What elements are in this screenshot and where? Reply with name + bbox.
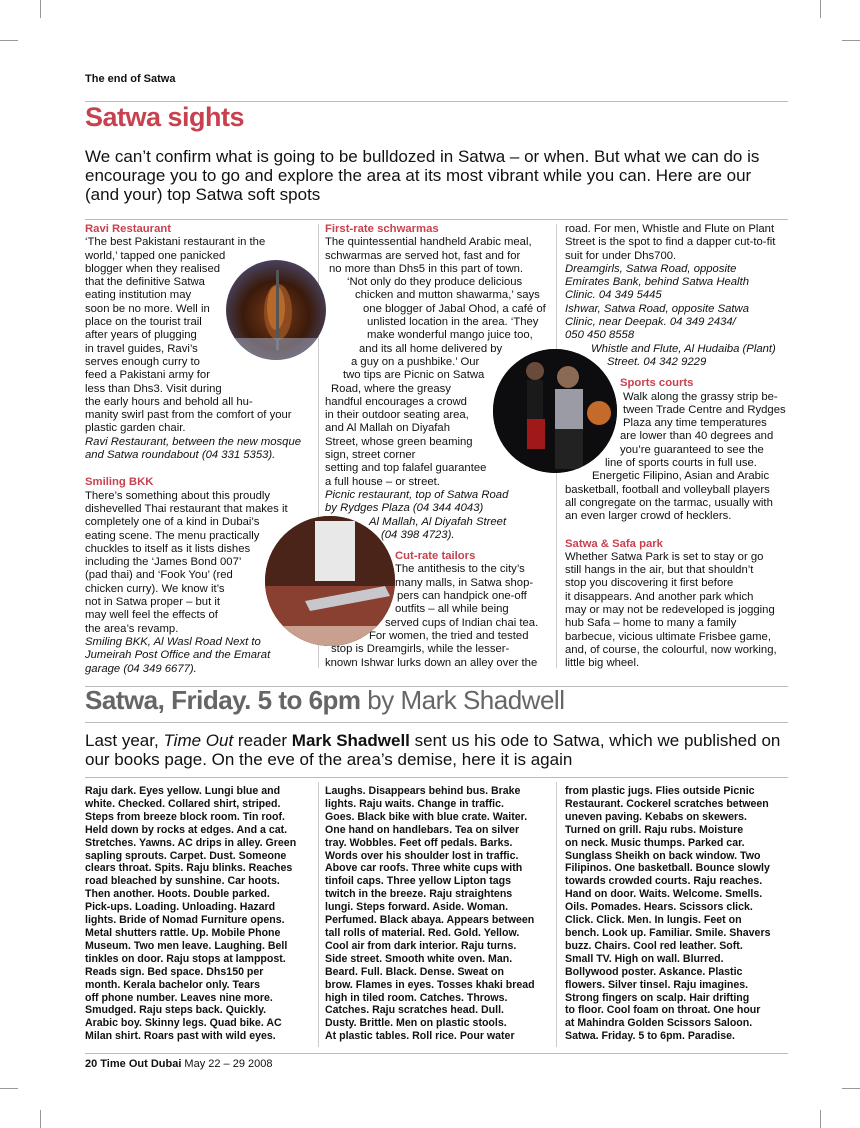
page-title: Satwa sights — [85, 102, 245, 132]
text-line: Held down by rocks at edges. And a cat. — [85, 823, 288, 836]
text-line: Clinic. 04 349 5445 — [565, 289, 662, 302]
text-line: tinfoil caps. Three yellow Lipton tags — [325, 875, 512, 888]
text-line: For women, the tried and tested — [369, 629, 529, 642]
text-line: The antithesis to the city’s — [395, 563, 525, 576]
text-line: One hand on handlebars. Tea on silver — [325, 823, 520, 836]
text-line: road bleached by sunshine. Car hoots. — [85, 875, 280, 888]
text-line: Street is the spot to find a dapper cut-to-fit — [565, 236, 776, 249]
text-line: Pick-ups. Loading. Unloading. Hazard — [85, 901, 276, 914]
park-body — [565, 551, 790, 671]
text-line: Milan shirt. Roars past with wild eyes. — [85, 1030, 276, 1043]
text-line: a guy on a pushbike.’ Our — [351, 355, 480, 368]
text-line: and its all home delivered by — [359, 342, 503, 355]
text-line: sign, street corner — [325, 449, 416, 462]
text-line: sapling sprouts. Carpet. Dust. Someone — [85, 849, 287, 862]
poem-title-main: Satwa, Friday. 5 to 6pm — [85, 685, 361, 715]
text-line: and Al Mallah on Diyafah — [325, 422, 450, 435]
text-line: world,’ tapped one panicked — [85, 249, 226, 262]
text-line: (04 398 4723). — [381, 528, 455, 541]
text-line: including the ‘James Bond 007’ — [85, 556, 242, 569]
text-line: line of sports courts in full use. — [605, 457, 757, 470]
text-line: lights. Raju waits. Change in traffic. — [325, 797, 504, 810]
text-line: basketball, football and volleyball players — [565, 483, 770, 496]
poem-intro — [85, 731, 785, 769]
text-line: chicken curry). We know it’s — [85, 582, 225, 595]
text-line: and, of course, the colourful, now working, — [565, 643, 777, 656]
tailors-continued — [565, 223, 790, 369]
footer-date: May 22 – 29 2008 — [181, 1058, 273, 1070]
text-line: barbecue, vicious ultimate Frisbee game, — [565, 630, 771, 643]
text-line: Hand on door. Waits. Welcome. Smells. — [565, 888, 763, 901]
text-line: the early hours and behold all hu- — [85, 395, 253, 408]
text-line: lights. Bride of Nomad Furniture opens. — [85, 914, 285, 927]
text-line: uneven paving. Kebabs on skewers. — [565, 810, 747, 823]
crop-mark — [40, 1110, 41, 1128]
text-line: setting and top falafel guarantee — [325, 462, 487, 475]
shawarma-photo — [226, 260, 326, 360]
text-line: manity swirl past from the comfort of your — [85, 409, 292, 422]
text-line: Restaurant. Cockerel scratches between — [565, 797, 769, 810]
shawarma-icon — [226, 260, 326, 360]
text-line: served cups of Indian chai tea. — [385, 616, 539, 629]
text-line: Click. Click. Men. In lungis. Feet on — [565, 914, 742, 927]
text-line: to floor. Cool foam on throat. One hour — [565, 1004, 761, 1017]
text-line: a full house – or street. — [325, 475, 440, 488]
text-line: Last year, — [85, 731, 164, 750]
text-line: after years of plugging — [85, 329, 197, 342]
text-line: Reads sign. Bed space. Dhs150 per — [85, 965, 264, 978]
poem-column-2 — [325, 785, 555, 1043]
text-line: Satwa. Friday. 5 to 6pm. Paradise. — [565, 1030, 735, 1043]
text-line: Time Out — [163, 731, 234, 750]
text-line: chuckles to itself as it lists dishes — [85, 542, 251, 555]
text-line: at Mahindra Golden Scissors Saloon. — [565, 1017, 753, 1030]
poem-column-1 — [85, 785, 317, 1043]
text-line: not in Satwa proper – but it — [85, 596, 221, 609]
text-line: Al Mallah, Al Diyafah Street — [369, 515, 507, 528]
section-tag: The end of Satwa — [85, 73, 176, 85]
text-line: ‘The best Pakistani restaurant in the — [85, 236, 266, 249]
text-line: schwarmas are served hot, fast and for — [325, 249, 521, 262]
text-line: sent us his ode to Satwa, which we published on our books page. On the eve of the area’s demise, here it is again — [85, 731, 781, 769]
text-line: road. For men, Whistle and Flute on Plant — [565, 223, 775, 235]
text-line: month. Kerala bachelor only. Tears — [85, 978, 261, 991]
footer-magazine: 20 Time Out Dubai — [85, 1058, 182, 1070]
text-line: less than Dhs3. Visit during — [85, 382, 222, 395]
text-line: little big wheel. — [565, 657, 640, 670]
text-line: it disappears. And another park which — [565, 590, 754, 603]
text-line: white. Checked. Collared shirt, striped. — [85, 797, 281, 810]
text-line: Oils. Pomades. Hears. Scissors click. — [565, 901, 753, 914]
text-line: Strong fingers on scalp. Hair drifting — [565, 991, 750, 1004]
text-line: Smiling BKK, Al Wasl Road Next to — [85, 635, 261, 648]
park-heading: Satwa & Safa park — [565, 537, 663, 550]
text-line: Picnic restaurant, top of Satwa Road — [325, 488, 509, 501]
text-line: towards crowded courts. Raju reaches. — [565, 875, 763, 888]
crop-mark — [820, 1110, 821, 1128]
text-line: may or may not be redeveloped is jogging — [565, 604, 775, 617]
text-line: unlisted location in the area. ‘They — [367, 316, 539, 329]
text-line: eating institution may — [85, 289, 192, 302]
text-line: still hangs in the air, but that shouldn’t — [565, 564, 754, 577]
text-line: the area’s revamp. — [85, 622, 179, 635]
text-line: reader — [233, 731, 292, 750]
text-line: Above car roofs. Three white cups with — [325, 862, 523, 875]
text-line: garage (04 349 6677). — [85, 662, 197, 675]
text-line: by Rydges Plaza (04 344 4043) — [325, 502, 484, 515]
text-line: from plastic jugs. Flies outside Picnic — [565, 785, 755, 797]
page-footer — [85, 1058, 273, 1070]
text-line: Catches. Raju scratches head. Dull. — [325, 1004, 504, 1017]
text-line: pers can handpick one-off — [397, 590, 527, 603]
crop-mark — [842, 1088, 860, 1089]
text-line: feed a Pakistani army for — [85, 369, 210, 382]
text-line: suit for under Dhs700. — [565, 249, 677, 262]
text-line: Raju dark. Eyes yellow. Lungi blue and — [85, 785, 281, 797]
basketball-players-icon — [493, 349, 617, 473]
text-line: Stretches. Yawns. AC drips in alley. Green — [85, 836, 297, 849]
divider — [85, 1053, 788, 1054]
text-line: Side street. Smooth white oven. Man. — [325, 952, 513, 965]
bkk-heading: Smiling BKK — [85, 476, 154, 489]
poem-title-byline: by Mark Shadwell — [360, 685, 565, 715]
text-line: outfits – all while being — [395, 603, 509, 616]
text-line: buzz. Chairs. Cool red leather. Soft. — [565, 939, 743, 952]
text-line: off phone number. Leaves nine more. — [85, 991, 273, 1004]
column-divider — [318, 782, 319, 1047]
text-line: Street. 04 342 9229 — [607, 355, 707, 368]
text-line: twitch in the breeze. Raju straightens — [325, 888, 513, 901]
text-line: in travel guides, Ravi’s — [85, 342, 198, 355]
text-line: are lower than 40 degrees and — [620, 430, 774, 443]
text-line: brow. Flames in eyes. Tosses khaki bread — [325, 978, 535, 991]
text-line: (pad thai) and ‘Fook You’ (red — [85, 569, 233, 582]
text-line: Perfumed. Black abaya. Appears between — [325, 914, 535, 927]
divider — [85, 219, 788, 220]
text-line: serves enough curry to — [85, 355, 200, 368]
text-line: 050 450 8558 — [565, 329, 635, 342]
text-line: chicken and mutton shawarma,’ says — [355, 289, 540, 302]
text-line: lungi. Steps forward. Aside. Woman. — [325, 901, 509, 914]
text-line: Dusty. Brittle. Men on plastic stools. — [325, 1017, 507, 1030]
text-line: Ravi Restaurant, between the new mosque — [85, 435, 302, 448]
poem-column-3 — [565, 785, 790, 1043]
text-line: Bollywood poster. Askance. Plastic — [565, 965, 743, 978]
text-line: Plaza any time temperatures — [623, 417, 767, 430]
text-line: high in tiled room. Catches. Throws. — [325, 991, 508, 1004]
text-line: tween Trade Centre and Rydges — [623, 403, 786, 416]
text-line: Street, whose green beaming — [325, 435, 473, 448]
text-line: Small TV. High on wall. Blurred. — [565, 952, 724, 965]
sports-heading: Sports courts — [620, 377, 694, 390]
crop-mark — [40, 0, 41, 18]
crop-mark — [0, 1088, 18, 1089]
tailors-heading: Cut-rate tailors — [395, 550, 476, 563]
text-line: Steps from breeze block room. Tin roof. — [85, 810, 285, 823]
text-line: blogger when they realised — [85, 262, 221, 275]
crop-mark — [820, 0, 821, 18]
text-line: handful encourages a crowd — [325, 395, 467, 408]
text-line: clears throat. Spits. Raju blinks. Reaches — [85, 862, 293, 875]
text-line: Sunglass Sheikh on back window. Two — [565, 849, 761, 862]
schwarmas-heading: First-rate schwarmas — [325, 223, 439, 235]
crop-mark — [0, 40, 18, 41]
text-line: two tips are Picnic on Satwa — [343, 369, 485, 382]
text-line: At plastic tables. Roll rice. Pour water — [325, 1030, 515, 1043]
text-line: make wonderful mango juice too, — [367, 329, 533, 342]
text-line: place on the tourist trail — [85, 316, 202, 329]
text-line: dishevelled Thai restaurant that makes it — [85, 502, 288, 515]
text-line: Metal shutters rattle. Up. Mobile Phone — [85, 926, 281, 939]
text-line: bench. Look up. Familiar. Smile. Shavers — [565, 926, 771, 939]
text-line: Words over his shoulder lost in traffic. — [325, 849, 519, 862]
text-line: Whether Satwa Park is set to stay or go — [565, 550, 764, 563]
text-line: hub Safa – home to many a family — [565, 617, 737, 630]
text-line: an even larger crowd of hecklers. — [565, 510, 732, 523]
divider — [85, 777, 788, 778]
text-line: on neck. Music thumps. Parked car. — [565, 836, 745, 849]
column-divider — [556, 782, 557, 1047]
text-line: may well feel the effects of — [85, 609, 218, 622]
text-line: Filipinos. One basketball. Bounce slowly — [565, 862, 770, 875]
text-line: Jumeirah Post Office and the Emarat — [85, 649, 271, 662]
text-line: Dreamgirls, Satwa Road, opposite — [565, 262, 737, 275]
text-line: Cool air from dark interior. Raju turns. — [325, 939, 517, 952]
text-line: Smudged. Raju steps back. Quickly. — [85, 1004, 267, 1017]
text-line: Museum. Two men leave. Laughing. Bell — [85, 939, 288, 952]
text-line: and Satwa roundabout (04 331 5353). — [85, 449, 276, 462]
text-line: Arabic boy. Skinny legs. Quad bike. AC — [85, 1017, 282, 1030]
text-line: Goes. Black bike with blue crate. Waiter. — [325, 810, 528, 823]
text-line: eating scene. The menu practically — [85, 529, 260, 542]
text-line: many malls, in Satwa shop- — [395, 576, 534, 589]
text-line: no more than Dhs5 in this part of town. — [329, 262, 524, 275]
text-line: Walk along the grassy strip be- — [623, 390, 778, 403]
text-line: plastic garden chair. — [85, 422, 186, 435]
poem-title — [85, 685, 564, 716]
text-line: soon be no more. Well in — [85, 302, 210, 315]
text-line: Road, where the greasy — [331, 382, 451, 395]
text-line: all congregate on the tarmac, usually with — [565, 496, 773, 509]
text-line: flowers. Silver tinsel. Raju imagines. — [565, 978, 749, 991]
text-line: ‘Not only do they produce delicious — [347, 276, 523, 289]
text-line: Beard. Full. Black. Dense. Sweat on — [325, 965, 504, 978]
text-line: stop you discovering it first before — [565, 577, 734, 590]
text-line: tinkles on door. Raju stops at lamppost. — [85, 952, 286, 965]
text-line: There’s something about this proudly — [85, 489, 271, 502]
text-line: in their outdoor seating area, — [325, 409, 469, 422]
lead-paragraph: We can’t confirm what is going to be bulldozed in Satwa – or when. But what we can do is encourage you to go and explore the area at its most vibrant while you can. Here are our (and your) top Satwa soft spots — [85, 147, 760, 204]
text-line: Clinic, near Deepak. 04 349 2434/ — [565, 316, 736, 329]
text-line: Mark Shadwell — [291, 731, 410, 750]
text-line: Emirates Bank, behind Satwa Health — [565, 276, 749, 289]
text-line: completely one of a kind in Dubai’s — [85, 516, 260, 529]
basketball-photo — [493, 349, 617, 473]
text-line: Laughs. Disappears behind bus. Brake — [325, 785, 521, 797]
tailor-icon — [265, 516, 395, 646]
text-line: Ishwar, Satwa Road, opposite Satwa — [565, 302, 749, 315]
text-line: tall rolls of material. Red. Gold. Yellow. — [325, 926, 520, 939]
ravi-heading: Ravi Restaurant — [85, 223, 172, 235]
crop-mark — [842, 40, 860, 41]
tailor-photo — [265, 516, 395, 646]
text-line: you’re guaranteed to see the — [620, 443, 764, 456]
text-line: Turned on grill. Raju rubs. Moisture — [565, 823, 744, 836]
text-line: stop is Dreamgirls, while the lesser- — [331, 643, 510, 656]
text-line: one blogger of Jabal Ohod, a café of — [363, 302, 546, 315]
text-line: that the definitive Satwa — [85, 276, 205, 289]
divider — [85, 722, 788, 723]
text-line: Then another. Hoots. Double parked. — [85, 888, 270, 901]
text-line: The quintessential handheld Arabic meal, — [325, 236, 532, 249]
text-line: known Ishwar lurks down an alley over the — [325, 656, 538, 669]
text-line: tray. Wobbles. Feet off pedals. Barks. — [325, 836, 513, 849]
text-line: Whistle and Flute, Al Hudaiba (Plant) — [591, 342, 776, 355]
text-line: Energetic Filipino, Asian and Arabic — [592, 470, 770, 483]
